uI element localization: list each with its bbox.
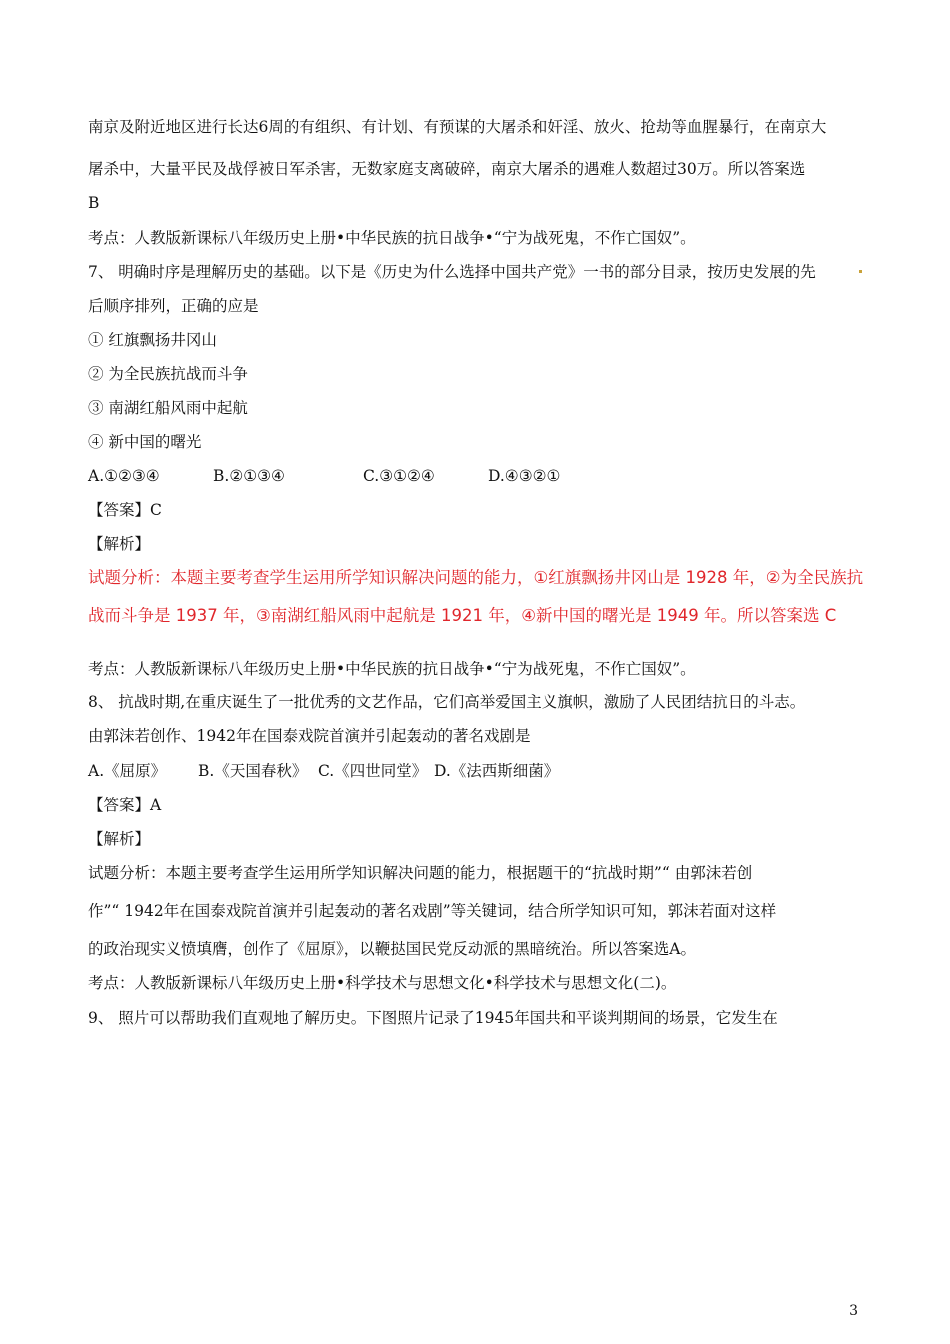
analysis-label: 【解析】 (88, 535, 151, 553)
analysis-text: 的政治现实义愤填膺，创作了《屈原》，以鞭挞国民党反动派的黑暗统治。所以答案选A。 (88, 940, 696, 958)
option-a: A.《屈原》 (88, 762, 167, 780)
marker-dot (859, 270, 862, 273)
question-8-stem-cont: 由郭沫若创作、1942年在国泰戏院首演并引起轰动的著名戏剧是 (88, 727, 531, 745)
question-7-stem-cont: 后顺序排列，正确的应是 (88, 297, 259, 315)
option-b: B.②①③④ (213, 467, 285, 485)
analysis-text: 作”“ 1942年在国泰戏院首演并引起轰动的著名戏剧”等关键词，结合所学知识可知，郭沫若面对这样 (88, 902, 777, 920)
text-line: B (88, 194, 100, 212)
option-d: D.《法西斯细菌》 (434, 762, 560, 780)
question-9-stem: 9、 照片可以帮助我们直观地了解历史。下图照片记录了1945年国共和平谈判期间的场景，它发生在 (88, 1009, 778, 1027)
analysis-text-red: 试题分析：本题主要考查学生运用所学知识解决问题的能力，①红旗飘扬井冈山是 1928 年，②为全民族抗 (88, 568, 864, 587)
option-c: C.③①②④ (363, 467, 435, 485)
question-7-stem: 7、 明确时序是理解历史的基础。以下是《历史为什么选择中国共产党》一书的部分目录，按历史发展的先 (88, 263, 816, 281)
exam-point: 考点：人教版新课标八年级历史上册•中华民族的抗日战争•“宁为战死鬼，不作亡国奴”。 (88, 660, 696, 678)
text-line: 南京及附近地区进行长达6周的有组织、有计划、有预谋的大屠杀和奸淫、放火、抢劫等血腥暴行，在南京大 (88, 118, 827, 136)
option-b: B.《天国春秋》 (198, 762, 308, 780)
question-8-stem: 8、 抗战时期,在重庆诞生了一批优秀的文艺作品，它们高举爱国主义旗帜，激励了人民团结抗日的斗志。 (88, 693, 806, 711)
list-item: ③ 南湖红船风雨中起航 (88, 399, 248, 417)
question-8-options (88, 761, 559, 781)
analysis-text: 试题分析：本题主要考查学生运用所学知识解决问题的能力，根据题干的“抗战时期”“ 由郭沫若创 (88, 864, 753, 882)
exam-point: 考点：人教版新课标八年级历史上册•科学技术与思想文化•科学技术与思想文化(二)。 (88, 974, 677, 992)
exam-point: 考点：人教版新课标八年级历史上册•中华民族的抗日战争•“宁为战死鬼，不作亡国奴”。 (88, 229, 696, 247)
list-item: ① 红旗飘扬井冈山 (88, 331, 217, 349)
list-item: ④ 新中国的曙光 (88, 433, 202, 451)
analysis-text-red: 战而斗争是 1937 年，③南湖红船风雨中起航是 1921 年，④新中国的曙光是 1949 年。所以答案选 C (88, 606, 837, 625)
answer-label: 【答案】C (88, 501, 162, 519)
analysis-label: 【解析】 (88, 830, 151, 848)
option-c: C.《四世同堂》 (318, 762, 428, 780)
question-7-options (88, 466, 560, 486)
list-item: ② 为全民族抗战而斗争 (88, 365, 248, 383)
page-number: 3 (849, 1303, 858, 1319)
text-line: 屠杀中，大量平民及战俘被日军杀害，无数家庭支离破碎，南京大屠杀的遇难人数超过30万。所以答案选 (88, 160, 806, 178)
option-a: A.①②③④ (88, 467, 160, 485)
option-d: D.④③②① (488, 467, 561, 485)
answer-label: 【答案】A (88, 796, 162, 814)
